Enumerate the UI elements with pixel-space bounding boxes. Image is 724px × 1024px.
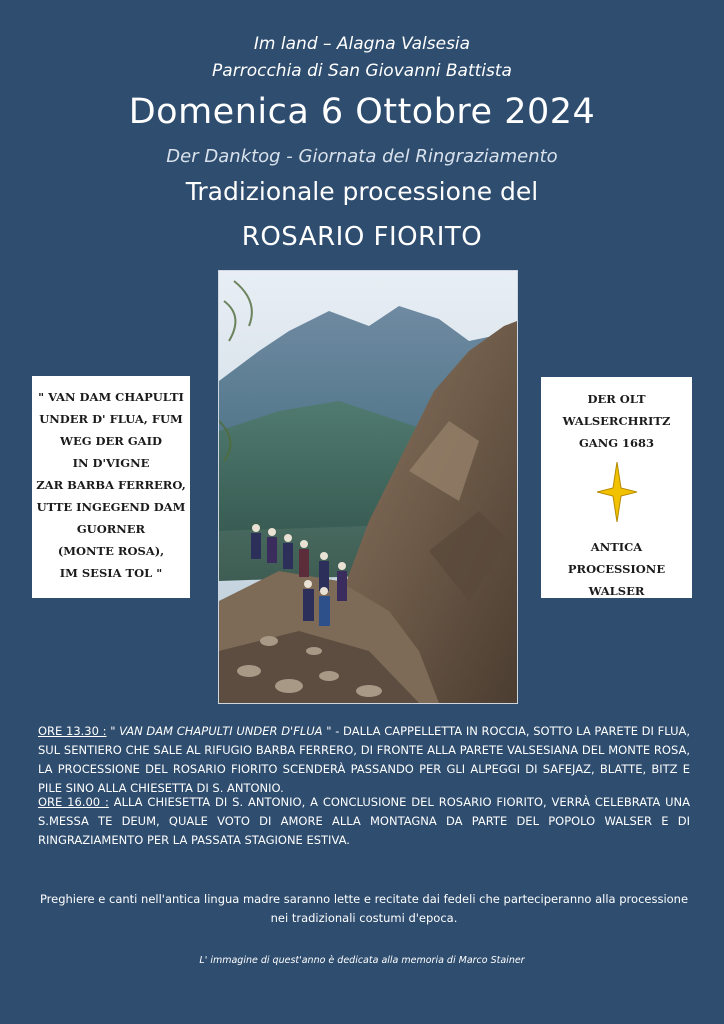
walser-quote-box — [32, 376, 190, 598]
quote-line: ZAR BARBA FERRERO, — [36, 478, 186, 492]
quote-line: UNDER D' FLUA, FUM — [39, 412, 183, 426]
village-line: Im land – Alagna Valsesia — [253, 34, 471, 54]
info-line: PROCESSIONE — [567, 562, 666, 576]
info-line: ANTICA — [590, 540, 643, 554]
schedule-item-2 — [38, 793, 690, 850]
event-subtitle: Der Danktog - Giornata del Ringraziamento — [166, 146, 558, 167]
title-line-1: Tradizionale processione del — [185, 177, 539, 206]
star-icon — [597, 462, 637, 522]
prayer-note: Preghiere e canti nell'antica lingua madre saranno lette e recitate dai fedeli che parteciperanno alla processione nei tradizionali costumi d'epoca. — [39, 892, 689, 925]
quote-line: IM SESIA TOL " — [59, 566, 163, 580]
schedule-item-1 — [38, 722, 690, 798]
info-line: GANG 1683 — [578, 436, 655, 450]
info-line: WALSERCHRITZ — [562, 414, 671, 428]
quote-line: " VAN DAM CHAPULTI — [38, 390, 184, 404]
schedule-quote: " VAN DAM CHAPULTI UNDER D'FLUA " — [106, 724, 336, 738]
quote-line: WEG DER GAID — [60, 434, 162, 448]
procession-info-box — [541, 377, 692, 598]
quote-line: GUORNER — [76, 522, 146, 536]
schedule-time: ORE 13.30 : — [38, 724, 107, 738]
schedule-text: - DALLA CAPPELLETTA IN ROCCIA, SOTTO LA PARETE DI FLUA, SUL SENTIERO CHE SALE AL RIFUGIO BARBA FERRERO, DI FRONTE ALLA PARETE VALSESIANA DEL MONTE ROSA, LA PROCESSIONE DEL ROSARIO FIORITO SCENDERÀ PASSANDO PER GLI ALPEGGI DI SAFEJAZ, BLATTE, BITZ E PILE SINO ALLA CHIESETTA DI S. ANTONIO. — [38, 724, 691, 795]
event-date: Domenica 6 Ottobre 2024 — [128, 92, 596, 132]
title-line-2: ROSARIO FIORITO — [241, 222, 483, 252]
schedule-time: ORE 16.00 : — [38, 795, 109, 809]
info-line: WALSER — [588, 584, 645, 598]
schedule-text: ALLA CHIESETTA DI S. ANTONIO, A CONCLUSIONE DEL ROSARIO FIORITO, VERRÀ CELEBRATA UNA S.MESSA TE DEUM, QUALE VOTO DI AMORE ALLA MONTAGNA DA PARTE DEL POPOLO WALSER E DI RINGRAZIAMENTO PER LA PASSATA STAGIONE ESTIVA. — [38, 795, 690, 847]
procession-photo — [218, 270, 518, 704]
quote-line: IN D'VIGNE — [72, 456, 150, 470]
quote-line: UTTE INGEGEND DAM — [36, 500, 186, 514]
memory-dedication: L' immagine di quest'anno è dedicata alla memoria di Marco Stainer — [199, 955, 525, 966]
info-line: DER OLT — [587, 392, 646, 406]
quote-line: (MONTE ROSA), — [57, 544, 165, 558]
parish-line: Parrocchia di San Giovanni Battista — [212, 61, 512, 81]
